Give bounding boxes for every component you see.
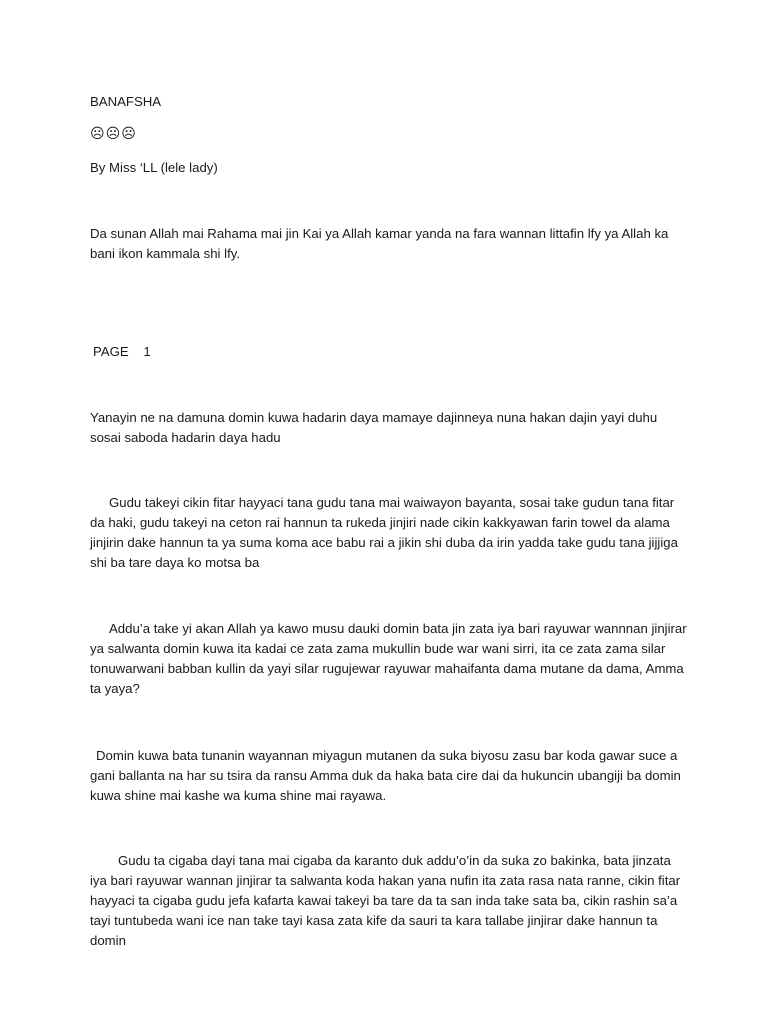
story-paragraph-1: Yanayin ne na damuna domin kuwa hadarin daya mamaye dajinneya nuna hakan dajin yayi duhu sosai saboda hadarin daya hadu (90, 410, 658, 445)
story-paragraph-4: Domin kuwa bata tunanin wayannan miyagun mutanen da suka biyosu zasu bar koda gawar suce a gani ballanta na har su tsira da ransu Amma duk da haka bata cire dai da hukuncin ubangiji ba domin kuwa shine mai kashe wa kuma shine mai rayawa. (90, 748, 681, 803)
sad-face-emojis: ☹☹☹ (90, 126, 137, 142)
story-paragraph-2: Gudu takeyi cikin fitar hayyaci tana gudu tana mai waiwayon bayanta, sosai take gudun tana fitar da haki, gudu takeyi na ceton rai hannun ta rukeda jinjiri nade cikin kakkyawan farin towel da alama jinjirin dake hannun ta ya suma koma ace babu rai a jikin shi duba da irin yadda take gudu tana jijjiga shi ba tare daya ko motsa ba (90, 495, 678, 570)
page-label: PAGE 1 (93, 344, 151, 359)
author-line: By Miss ‘LL (lele lady) (90, 160, 218, 175)
intro-paragraph: Da sunan Allah mai Rahama mai jin Kai ya Allah kamar yanda na fara wannan littafin lfy ya Allah ka bani ikon kammala shi lfy. (90, 226, 669, 261)
story-paragraph-3: Addu’a take yi akan Allah ya kawo musu dauki domin bata jin zata iya bari rayuwar wannnan jinjirar ya salwanta domin kuwa ita kadai ce zata zama mukullin bude war wani sirri, ita ce zata zama silar tonuwarwani babban kullin da yayi silar rugujewar rayuwar mahaifanta dama mutane da dama, Amma ta yaya? (90, 621, 687, 696)
story-paragraph-5: Gudu ta cigaba dayi tana mai cigaba da karanto duk addu’o’in da suka zo bakinka, bata jinzata iya bari rayuwar wannan jinjirar ta salwanta koda hakan yana nufin ita zata rasa nata ranne, cikin fitar hayyaci ta cigaba gudu jefa kafarta kawai takeyi ba tare da ta san inda take sata ba, cikin rashin sa’a tayi tuntubeda wani ice nan take tayi kasa zata kife da sauri ta kara tallabe jinjirar dake hannun ta domin (90, 853, 681, 948)
document-title: BANAFSHA (90, 94, 162, 109)
